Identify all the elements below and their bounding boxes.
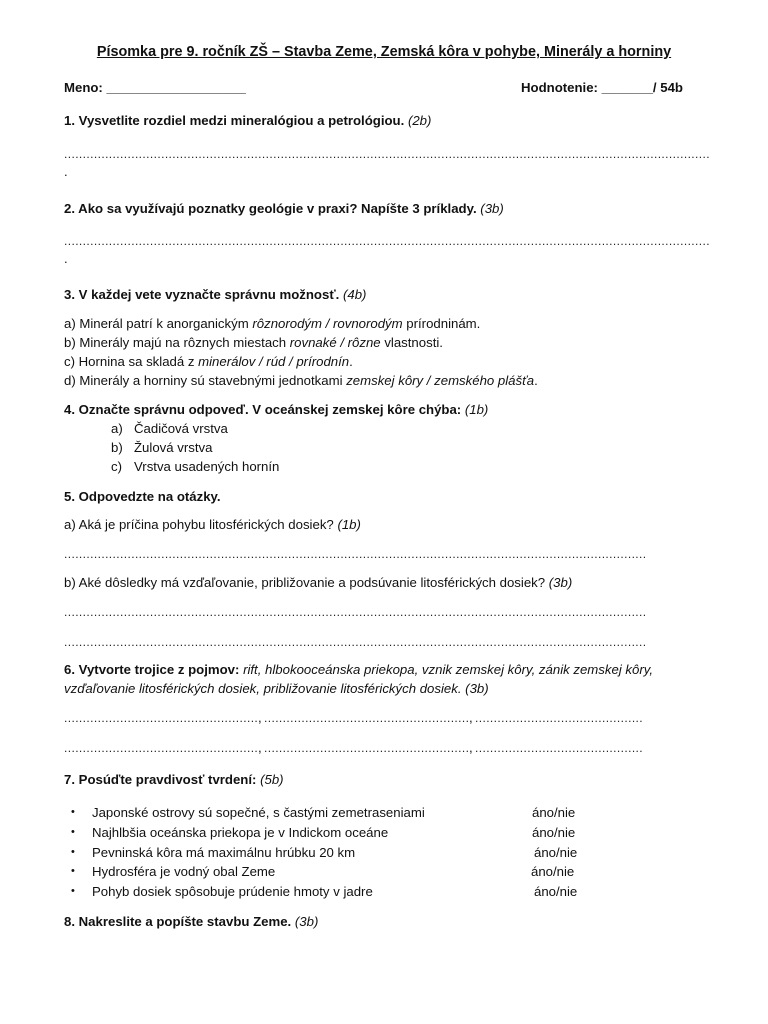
tf-statement-3: Pevninská kôra má maximálnu hrúbku 20 km — [92, 845, 356, 860]
q3-line-d-post: . — [534, 373, 538, 388]
question-4-text: 4. Označte správnu odpoveď. V oceánskej zemskej kôre chýba: — [64, 402, 462, 417]
question-6-points: (3b) — [465, 681, 489, 696]
q3-line-b-pre: b) Minerály majú na rôznych miestach — [64, 335, 290, 350]
answer-line-2-end: . — [64, 251, 68, 266]
answer-line-5b-2[interactable] — [64, 635, 646, 649]
answer-line-5b-1[interactable] — [64, 605, 646, 619]
question-6-colon: : — [235, 662, 244, 677]
question-2-points: (3b) — [480, 201, 504, 216]
q4-option-c[interactable]: Vrstva usadených hornín — [134, 459, 280, 474]
q3-line-d-pre: d) Minerály a horniny sú stavebnými jednotkami — [64, 373, 347, 388]
question-3-points: (4b) — [342, 287, 367, 302]
question-6-line-1 — [64, 662, 653, 677]
tf-answer-5[interactable]: áno/nie — [534, 884, 578, 899]
question-7-points: (5b) — [260, 772, 284, 787]
page-title: Písomka pre 9. ročník ZŠ – Stavba Zeme, Zemská kôra v pohybe, Minerály a horniny — [96, 44, 672, 60]
question-6-terms-1: rift, hlbokooceánska priekopa, vznik zemskej kôry, zánik zemskej kôry, — [243, 662, 654, 677]
question-5b-text: b) Aké dôsledky má vzďaľovanie, približovanie a podsúvanie litosférických dosiek? — [64, 575, 546, 590]
tf-answer-1[interactable]: áno/nie — [532, 805, 576, 820]
tf-statement-1: Japonské ostrovy sú sopečné, s častými zemetraseniami — [92, 805, 425, 820]
bullet-icon: • — [71, 865, 75, 877]
triple-1-slot-3[interactable] — [475, 711, 643, 725]
triple-1-slot-1[interactable] — [64, 711, 258, 725]
bullet-icon: • — [71, 885, 75, 897]
bullet-icon: • — [71, 806, 75, 818]
name-field-label: Meno: ___________________ — [64, 80, 246, 95]
answer-line-1[interactable] — [64, 147, 709, 161]
q3-line-c — [64, 354, 353, 369]
question-5-text: 5. Odpovedzte na otázky. — [64, 489, 221, 504]
q3-line-c-post: . — [349, 354, 353, 369]
question-7 — [64, 772, 284, 787]
question-1-text: 1. Vysvetlite rozdiel medzi mineralógiou a petrológiou. — [64, 113, 405, 128]
question-2-text: 2. Ako sa využívajú poznatky geológie v praxi? Napíšte 3 príklady. — [64, 201, 477, 216]
q3-line-d-options[interactable]: zemskej kôry / zemského plášťa — [346, 373, 535, 388]
score-field-label: Hodnotenie: _______/ 54b — [521, 80, 683, 95]
drawing-area[interactable] — [64, 940, 704, 1010]
question-1 — [64, 113, 431, 128]
question-7-text: 7. Posúďte pravdivosť tvrdení: — [64, 772, 257, 787]
triple-2-slot-3[interactable] — [475, 741, 643, 755]
q3-line-a — [64, 316, 480, 331]
question-4 — [64, 402, 488, 417]
q3-line-b-options[interactable]: rovnaké / rôzne — [289, 335, 381, 350]
q3-line-c-options[interactable]: minerálov / rúd / prírodnín — [198, 354, 350, 369]
question-6-label: 6. Vytvorte trojice z pojmov — [64, 662, 235, 677]
triple-1-comma-1: , — [258, 710, 262, 725]
answer-line-5a[interactable] — [64, 547, 646, 561]
q3-line-b-post: vlastnosti. — [380, 335, 443, 350]
q4-option-c-label: c) — [111, 459, 122, 474]
tf-statement-2: Najhlbšia oceánska priekopa je v Indickom oceáne — [92, 825, 389, 840]
tf-statement-5: Pohyb dosiek spôsobuje prúdenie hmoty v jadre — [92, 884, 373, 899]
bullet-icon: • — [71, 826, 75, 838]
bullet-icon: • — [71, 846, 75, 858]
q3-line-c-pre: c) Hornina sa skladá z — [64, 354, 199, 369]
answer-line-2[interactable] — [64, 234, 709, 248]
q4-option-a-label: a) — [111, 421, 123, 436]
question-3-text: 3. V každej vete vyznačte správnu možnosť. — [64, 287, 340, 302]
tf-answer-2[interactable]: áno/nie — [532, 825, 576, 840]
q3-line-a-pre: a) Minerál patrí k anorganickým — [64, 316, 253, 331]
question-1-points: (2b) — [407, 113, 432, 128]
question-8-points: (3b) — [294, 914, 319, 929]
q3-line-a-post: prírodninám. — [402, 316, 481, 331]
triple-2-slot-1[interactable] — [64, 741, 258, 755]
tf-statement-4: Hydrosféra je vodný obal Zeme — [92, 864, 276, 879]
question-6-terms-2: vzďaľovanie litosférických dosiek, približovanie litosférických dosiek. — [64, 681, 462, 696]
question-5b-points: (3b) — [548, 575, 573, 590]
q3-line-d — [64, 373, 538, 388]
question-5b — [64, 575, 572, 590]
tf-answer-4[interactable]: áno/nie — [531, 864, 575, 879]
q4-option-a[interactable]: Čadičová vrstva — [134, 421, 228, 436]
question-2 — [64, 201, 504, 216]
question-8 — [64, 914, 318, 929]
question-3 — [64, 287, 366, 302]
question-4-points: (1b) — [464, 402, 489, 417]
q4-option-b-label: b) — [111, 440, 123, 455]
triple-2-slot-2[interactable] — [264, 741, 469, 755]
q4-option-b[interactable]: Žulová vrstva — [134, 440, 213, 455]
question-5a-text: a) Aká je príčina pohybu litosférických dosiek? — [64, 517, 334, 532]
triple-2-comma-2: , — [469, 740, 473, 755]
question-6-line-2 — [64, 681, 489, 696]
question-8-text: 8. Nakreslite a popíšte stavbu Zeme. — [64, 914, 292, 929]
answer-line-1-end: . — [64, 164, 68, 179]
question-5a-points: (1b) — [337, 517, 361, 532]
tf-answer-3[interactable]: áno/nie — [534, 845, 578, 860]
triple-2-comma-1: , — [258, 740, 262, 755]
triple-1-slot-2[interactable] — [264, 711, 469, 725]
triple-1-comma-2: , — [469, 710, 473, 725]
q3-line-a-options[interactable]: rôznorodým / rovnorodým — [252, 316, 403, 331]
q3-line-b — [64, 335, 443, 350]
question-5a — [64, 517, 361, 532]
